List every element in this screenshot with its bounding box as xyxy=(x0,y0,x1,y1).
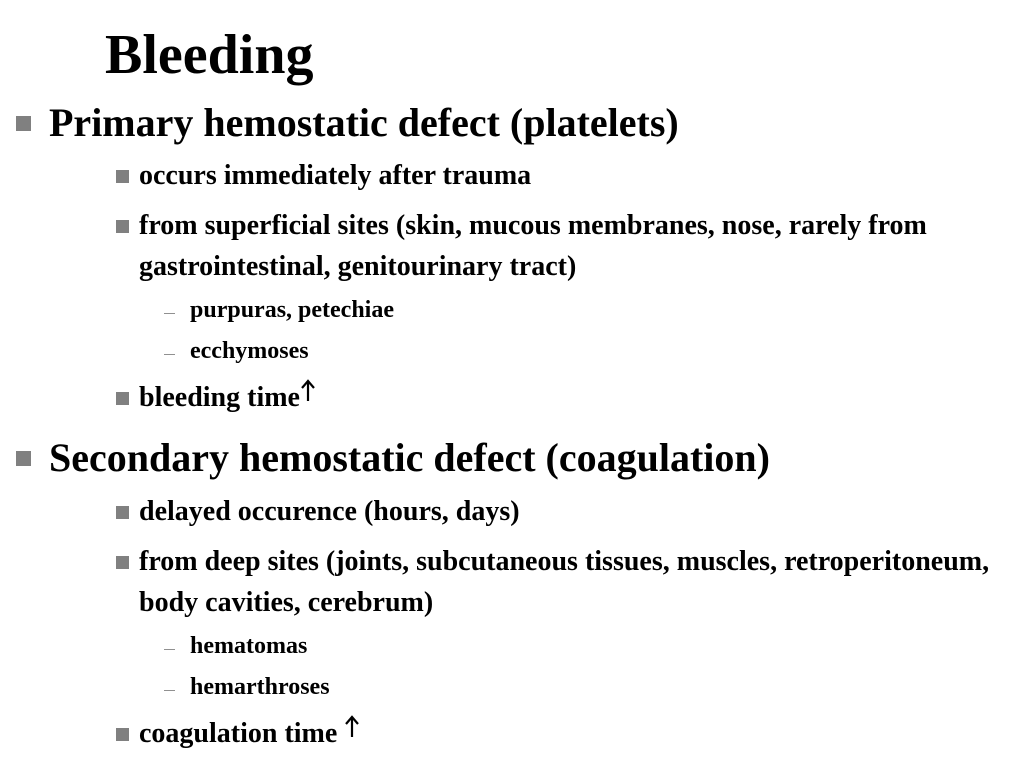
bullet-heading: Primary hemostatic defect (platelets) xyxy=(49,100,679,145)
sub-bullet-label: coagulation time xyxy=(139,718,345,749)
sub-bullet-text: delayed occurence (hours, days) xyxy=(139,496,520,527)
square-bullet-icon xyxy=(16,451,31,466)
dash-item-text: hemarthroses xyxy=(190,674,330,700)
dash-bullet-icon xyxy=(164,690,175,691)
sub-bullet-label: bleeding time xyxy=(139,382,300,413)
sub-bullet-text xyxy=(139,713,999,754)
slide-title: Bleeding xyxy=(105,24,314,86)
square-bullet-icon xyxy=(116,170,129,183)
dash-item-text: ecchymoses xyxy=(190,338,309,364)
up-arrow-icon xyxy=(344,713,360,739)
dash-item-text: purpuras, petechiae xyxy=(190,297,394,323)
sub-bullet-text: from deep sites (joints, subcutaneous tissues, muscles, retroperitoneum, body cavities, cerebrum) xyxy=(139,546,990,618)
square-bullet-icon xyxy=(116,392,129,405)
dash-bullet-icon xyxy=(164,313,175,314)
dash-bullet-icon xyxy=(164,649,175,650)
square-bullet-icon xyxy=(116,556,129,569)
sub-bullet-text: occurs immediately after trauma xyxy=(139,160,532,191)
square-bullet-icon xyxy=(116,728,129,741)
sub-bullet-text xyxy=(139,377,999,418)
square-bullet-icon xyxy=(116,506,129,519)
up-arrow-icon xyxy=(300,377,316,403)
square-bullet-icon xyxy=(16,116,31,131)
bullet-heading: Secondary hemostatic defect (coagulation) xyxy=(49,435,770,480)
sub-bullet-text: from superficial sites (skin, mucous membranes, nose, rarely from gastrointestinal, genitourinary tract) xyxy=(139,210,927,282)
dash-bullet-icon xyxy=(164,354,175,355)
dash-item-text: hematomas xyxy=(190,633,308,659)
square-bullet-icon xyxy=(116,220,129,233)
